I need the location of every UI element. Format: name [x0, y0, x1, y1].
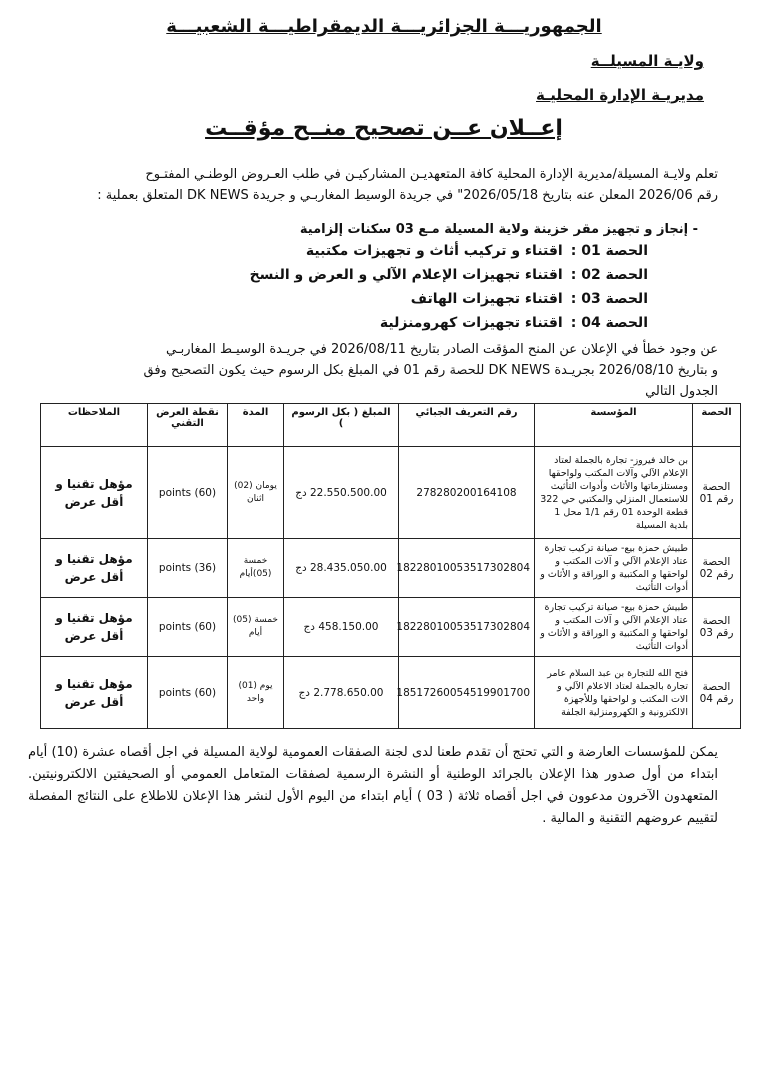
cell-amount: 458.150.00 دج	[284, 598, 399, 657]
cell-nif: 18228010053517302804	[399, 598, 535, 657]
header-score: نقطة العرض التقني	[148, 404, 228, 447]
cell-amount: 22.550.500.00 دج	[284, 447, 399, 539]
intro-paragraph	[28, 164, 718, 206]
cell-lot: الحصة رقم 02	[693, 539, 741, 598]
announcement-title: إعــلان عــن تصحيح منــح مؤقــت	[205, 116, 563, 141]
cell-lot: الحصة رقم 01	[693, 447, 741, 539]
cell-institution: بن خالد فيروز- تجارة بالجملة لعتاد الإعلام الآلي وآلات المكتب ولواحقها ومستلزماتها والأثاث وأدوات التأثيث للاستعمال المنزلي والمكتبي حي 322 قطعة الوحدة 01 رقم 1/1 محل 1 بلدية المسيلة	[535, 447, 693, 539]
intro-line-1: تعلم ولايـة المسيلة/مديرية الإدارة المحلية كافة المتعهديـن المشاركيـن في طلب العـروض الوطنـي المفتـوح	[145, 167, 718, 182]
cell-institution: طبيش حمزة بيع- صيانة تركيب تجارة عتاد الإعلام الآلي و آلات المكتب و لواحقها و المكتبية و الوراقة و الأثاث و أدوات التأثيث	[535, 539, 693, 598]
correction-line-1: عن وجود خطأ في الإعلان عن المنح المؤقت الصادر بتاريخ 2026/08/11 في جريـدة الوسيـط المغاربـي	[165, 342, 718, 357]
cell-duration: خمسة (05)أيام	[228, 539, 284, 598]
cell-remarks: مؤهل تقنيا و أقل عرض	[41, 657, 148, 729]
cell-remarks: مؤهل تقنيا و أقل عرض	[41, 539, 148, 598]
cell-score: (60) points	[148, 598, 228, 657]
cell-remarks: مؤهل تقنيا و أقل عرض	[41, 598, 148, 657]
header-amount: المبلغ ( بكل الرسوم )	[284, 404, 399, 447]
cell-lot: الحصة رقم 03	[693, 598, 741, 657]
lot-line-2	[250, 267, 648, 283]
correction-paragraph	[28, 339, 718, 402]
lot-key: الحصة 02 :	[570, 267, 648, 283]
header-lot: الحصة	[693, 404, 741, 447]
wilaya-header: ولايـة المسيلــة	[590, 52, 704, 70]
cell-duration: يومان (02) اثنان	[228, 447, 284, 539]
table-row	[41, 447, 741, 539]
header-remarks: الملاحظات	[41, 404, 148, 447]
header-duration: المدة	[228, 404, 284, 447]
directorate-header: مديريـة الإدارة المحليـة	[536, 86, 704, 104]
cell-remarks: مؤهل تقنيا و أقل عرض	[41, 447, 148, 539]
republic-header: الجمهوريـــة الجزائريـــة الديمقراطيـــة الشعبيـــة	[166, 16, 602, 37]
lot-line-3	[411, 291, 648, 307]
lot-line-1	[306, 243, 648, 259]
lot-key: الحصة 04 :	[570, 315, 648, 331]
cell-score: (36) points	[148, 539, 228, 598]
correction-line-3: الجدول التالي	[645, 384, 718, 399]
lot-value: اقتناء تجهيزات الإعلام الآلي و العرض و النسخ	[249, 267, 563, 283]
header-institution: المؤسسة	[535, 404, 693, 447]
table-row	[41, 539, 741, 598]
cell-lot: الحصة رقم 04	[693, 657, 741, 729]
cell-institution: طبيش حمزة بيع- صيانة تركيب تجارة عتاد الإعلام الآلي و آلات المكتب و لواحقها و المكتبية و الوراقة و الأثاث و أدوات التأثيث	[535, 598, 693, 657]
cell-amount: 28.435.050.00 دج	[284, 539, 399, 598]
cell-nif: 18228010053517302804	[399, 539, 535, 598]
cell-nif: 18517260054519901700	[399, 657, 535, 729]
operation-bullet: - إنجاز و تجهيز مقر خزينة ولاية المسيلة مـع 03 سكنات إلزامية	[299, 222, 698, 237]
cell-score: (60) points	[148, 447, 228, 539]
cell-nif: 278280200164108	[399, 447, 535, 539]
lot-line-4	[380, 315, 648, 331]
table-row	[41, 657, 741, 729]
table-header-row	[41, 404, 741, 447]
correction-line-2: و بتاريخ 2026/08/10 بجريـدة DK NEWS للحصة رقم 01 في المبلغ بكل الرسوم حيث يكون التصحيح وفق	[143, 363, 718, 378]
results-table	[40, 403, 741, 729]
appeal-paragraph: يمكن للمؤسسات العارضة و التي تحتج أن تقدم طعنا لدى لجنة الصفقات العمومية لولاية المسيلة في اجل أقصاه عشرة (10) أيام ابتداء من أول صدور هذا الإعلان بالجرائد الوطنية أو النشرة الرسمية لصفقات المتعامل العمومي أو الصحيفتين الالكترونيتين. المتعهدون الآخرون مدعوون في اجل أقصاه ثلاثة ( 03 ) أيام ابتداء من اليوم الأول لنشر هذا الإعلان للاطلاع على النتائج المفصلة لتقييم عروضهم التقنية و المالية .	[28, 745, 718, 826]
cell-duration: يوم (01) واحد	[228, 657, 284, 729]
table-row	[41, 598, 741, 657]
intro-line-2: رقم 2026/06 المعلن عنه بتاريخ 2026/05/18" في جريدة الوسيط المغاربـي و جريدة DK NEWS المتعلق بعملية :	[97, 188, 718, 203]
lot-value: اقتناء و تركيب أثاث و تجهيزات مكتبية	[305, 243, 563, 259]
header-nif: رقم التعريف الجبائي	[399, 404, 535, 447]
lot-value: اقتناء تجهيزات الهاتف	[410, 291, 563, 307]
lot-value: اقتناء تجهيزات كهرومنزلية	[379, 315, 563, 331]
lot-key: الحصة 03 :	[570, 291, 648, 307]
cell-duration: خمسة (05) أيام	[228, 598, 284, 657]
cell-score: (60) points	[148, 657, 228, 729]
cell-amount: 2.778.650.00 دج	[284, 657, 399, 729]
cell-institution: فتح الله للتجارة بن عبد السلام عامر تجارة بالجملة لعتاد الاعلام الآلي و الات المكتب و لواحقها وللأجهزة الالكترونية و الكهرومنزلية الجلفة	[535, 657, 693, 729]
lot-key: الحصة 01 :	[570, 243, 648, 259]
